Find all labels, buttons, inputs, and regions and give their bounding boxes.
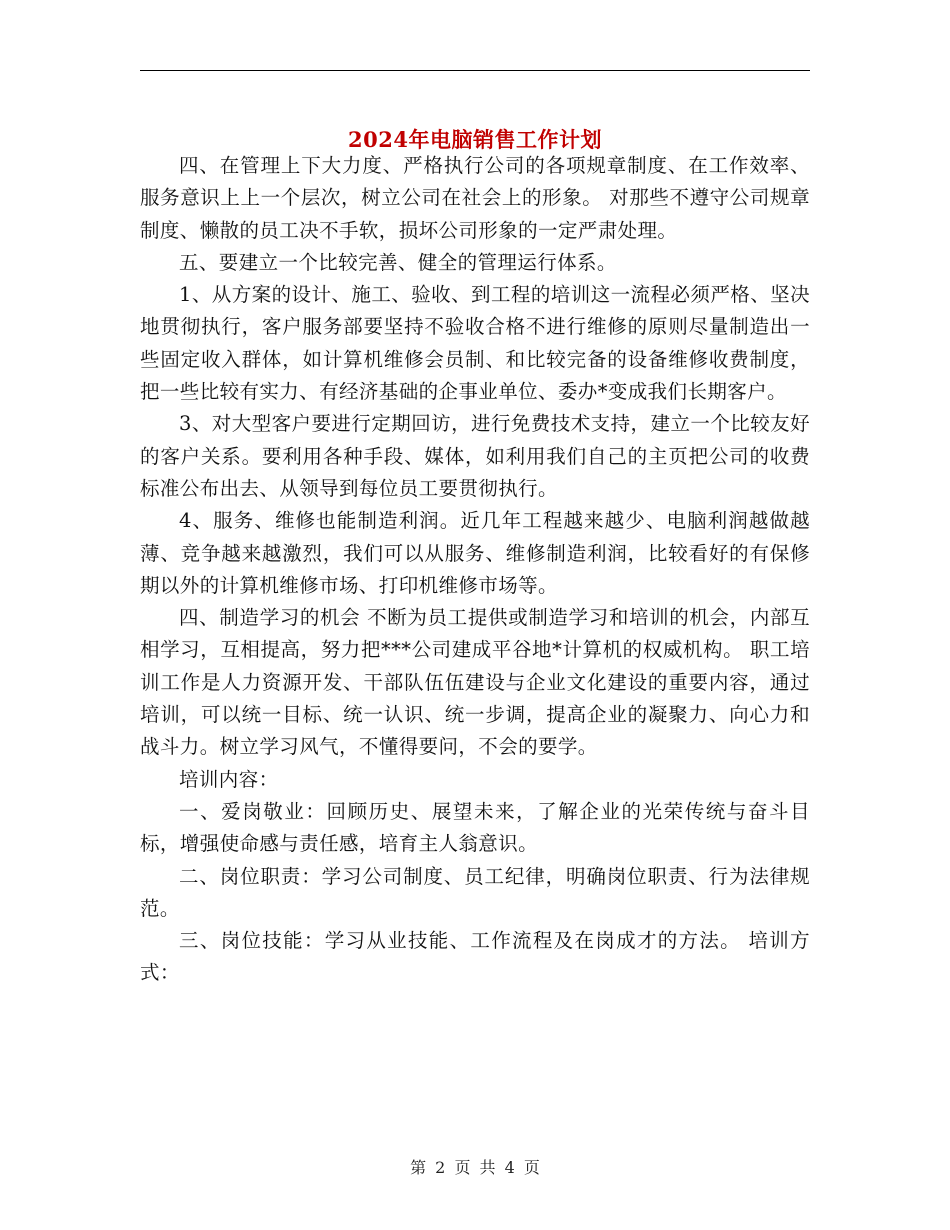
document-body — [140, 150, 810, 990]
paragraph-system: 五、要建立一个比较完善、健全的管理运行体系。 — [179, 250, 617, 274]
page-footer: 第 2 页 共 4 页 — [410, 1158, 540, 1177]
header-rule — [140, 70, 810, 71]
document-title: 2024年电脑销售工作计划 — [348, 127, 602, 153]
paragraph-training-1: 一、爱岗敬业：回顾历史、展望未来，了解企业的光荣传统与奋斗目标，增强使命感与责任感，培育主人翁意识。 — [140, 799, 810, 856]
paragraph-training-3: 三、岗位技能：学习从业技能、工作流程及在岗成才的方法。 培训方式： — [140, 929, 810, 985]
paragraph-training-content: 培训内容： — [179, 767, 279, 791]
paragraph-item-4: 4、服务、维修也能制造利润。近几年工程越来越少、电脑利润越做越薄、竞争越来越激烈，我们可以从服务、维修制造利润，比较看好的有保修期以外的计算机维修市场、打印机维修市场等。 — [140, 509, 810, 597]
paragraph-training-2: 二、岗位职责：学习公司制度、员工纪律，明确岗位职责、行为法律规范。 — [140, 864, 810, 920]
paragraph-learning: 四、制造学习的机会 不断为员工提供或制造学习和培训的机会，内部互相学习，互相提高，努力把***公司建成平谷地*计算机的权威机构。 职工培训工作是人力资源开发、干部队伍伍建设与企业文化建设的重要内容，通过培训，可以统一目标、统一认识、统一步调，提高企业的凝聚力、向心力和战斗力。树立学习风气，不懂得要问，不会的要学。 — [140, 606, 810, 759]
paragraph-item-1: 1、从方案的设计、施工、验收、到工程的培训这一流程必须严格、坚决地贯彻执行，客户服务部要坚持不验收合格不进行维修的原则尽量制造出一些固定收入群体，如计算机维修会员制、和比较完备的设备维修收费制度，把一些比较有实力、有经济基础的企事业单位、委办*变成我们长期客户。 — [140, 283, 810, 404]
paragraph-item-3: 3、对大型客户要进行定期回访，进行免费技术支持，建立一个比较友好的客户关系。要利用各种手段、媒体，如利用我们自己的主页把公司的收费标准公布出去、从领导到每位员工要贯彻执行。 — [140, 412, 810, 500]
paragraph-management: 四、在管理上下大力度、严格执行公司的各项规章制度、在工作效率、服务意识上上一个层次，树立公司在社会上的形象。 对那些不遵守公司规章制度、懒散的员工决不手软，损坏公司形象的一定严肃处理。 — [140, 154, 810, 242]
